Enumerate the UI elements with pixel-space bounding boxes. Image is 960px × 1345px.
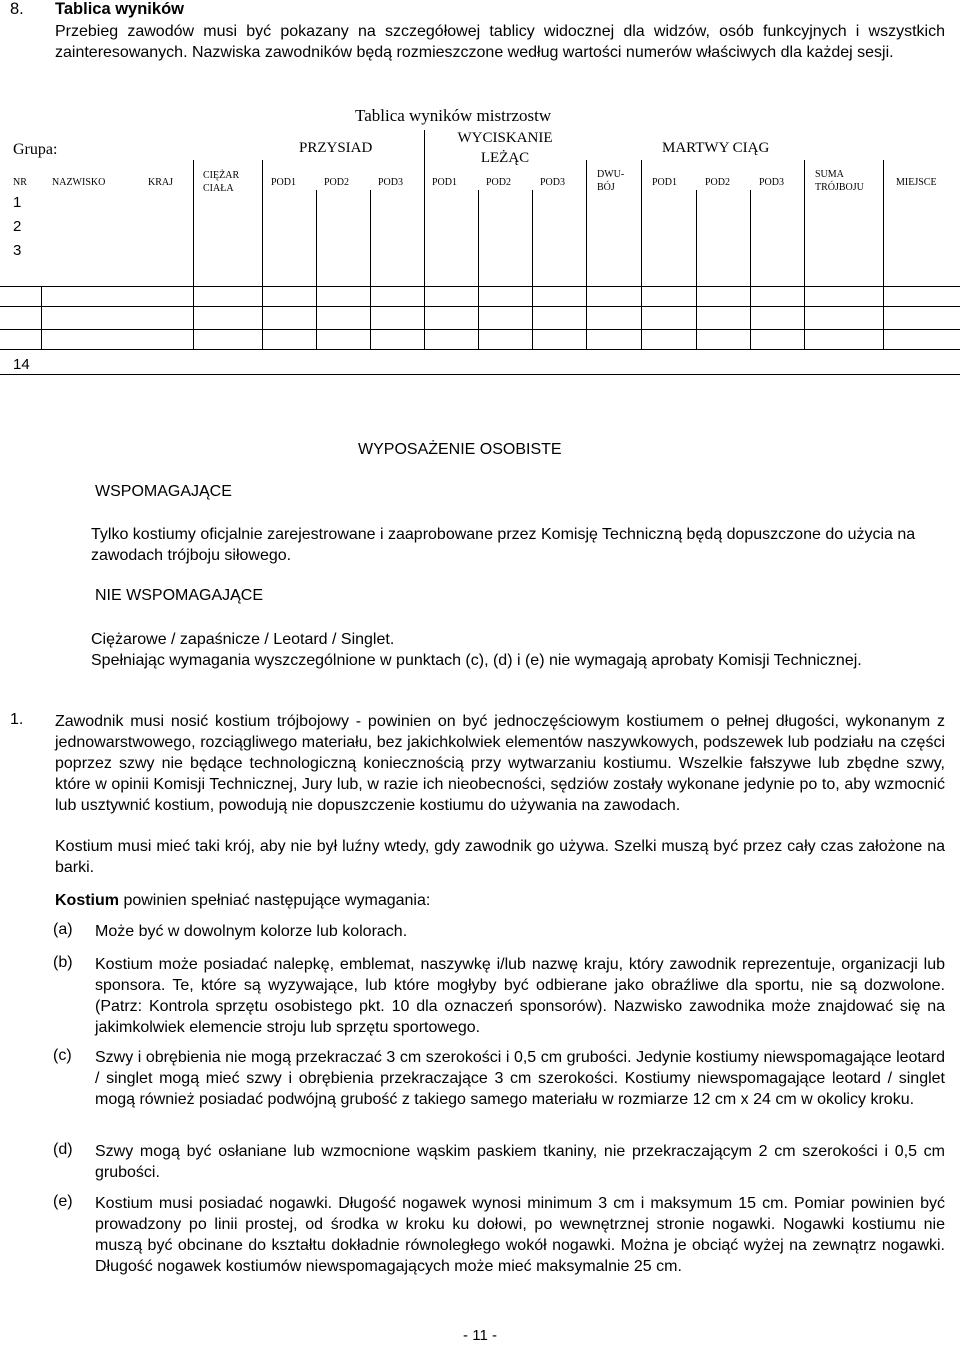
header-ciala: CIAŁA — [203, 183, 234, 194]
section-intro: Przebieg zawodów musi być pokazany na szczegółowej tablicy widocznej dla widzów, osób funkcyjnych i wszystkich zainteresowanych. Nazwiska zawodników będą rozmieszczone według wartości numerów właściwych dla każdej sesji. — [55, 23, 945, 61]
header-kraj: KRAJ — [148, 177, 174, 188]
supportive-text: Tylko kostiumy oficjalnie zarejestrowane i zaaprobowane przez Komisję Techniczną będą dopuszczone do użycia na zawodach trójboju siłowego. — [91, 526, 916, 564]
equipment-title: WYPOSAŻENIE OSOBISTE — [358, 441, 562, 458]
supportive-heading: WSPOMAGAJĄCE — [95, 483, 232, 500]
table-rule — [0, 349, 960, 350]
row-number: 14 — [13, 356, 30, 373]
header-przysiad: PRZYSIAD — [299, 140, 373, 156]
rule-text-2: Kostium musi mieć taki krój, aby nie był luźny wtedy, gdy zawodnik go używa. Szelki muszą być przez cały czas założone na barki. — [55, 838, 945, 876]
table-rule — [0, 374, 960, 375]
header-pod2: POD2 — [324, 177, 350, 188]
table-rule — [804, 160, 805, 350]
table-rule — [370, 190, 371, 350]
header-suma: SUMA — [815, 169, 844, 180]
table-rule — [0, 306, 960, 307]
table-rule — [696, 190, 697, 350]
table-rule — [193, 160, 194, 350]
table-rule — [478, 190, 479, 350]
item-label: (d) — [53, 1141, 73, 1158]
header-lezac: LEŻĄC — [480, 150, 530, 166]
item-label: (e) — [53, 1193, 73, 1210]
header-pod3: POD3 — [540, 177, 566, 188]
header-dwu: DWU- — [597, 169, 625, 180]
rule-number: 1. — [10, 711, 24, 728]
row-number: 1 — [13, 194, 22, 211]
header-pod1: POD1 — [432, 177, 458, 188]
header-pod1: POD1 — [652, 177, 678, 188]
header-boj: BÓJ — [597, 182, 615, 193]
table-rule — [41, 286, 42, 350]
item-text: Kostium musi posiadać nogawki. Długość nogawek wynosi minimum 3 cm i maksymum 15 cm. Pomiar powinien być prowadzony po linii prostej, od środka w kroku ku dołowi, po wewnętrznej stronie nogawki. Nogawki kostiumu nie muszą być obcinane do kształtu dokładnie równoległego wokół nogawki. Można je obciąć wyżej na zewnątrz nogawki. Długość nogawek kostiumów niewspomagających może mieć maksymalnie 25 cm. — [95, 1195, 945, 1275]
row-number: 3 — [13, 242, 22, 259]
table-rule — [262, 160, 263, 350]
header-pod3: POD3 — [378, 177, 404, 188]
item-label: (a) — [53, 921, 73, 938]
group-label: Grupa: — [13, 141, 58, 158]
table-rule — [883, 160, 884, 350]
rule-text: Zawodnik musi nosić kostium trójbojowy - powinien on być jednoczęściowym kostiumem o pełnej długości, wykonanym z jednowarstwowego, rozciągliwego materiału, bez jakichkolwiek elementów naszywkowych, podszewek lub podziału na części poprzez szwy nie będące technologiczną koniecznością przy wytwarzaniu kostiumu. Wszelkie fałszywe lub zbędne szwy, które w opinii Komisji Technicznej, Jury lub, w razie ich nieobecności, sędziów zostały wykonane jedynie po to, aby wzmocnić lub usztywnić kostium, powodują nie dopuszczenie kostiumu do używania na zawodach. — [55, 713, 945, 814]
header-pod3: POD3 — [759, 177, 785, 188]
table-title: Tablica wyników mistrzostw — [355, 106, 552, 125]
row-number: 2 — [13, 218, 22, 235]
table-rule — [532, 190, 533, 350]
table-rule — [641, 160, 642, 350]
header-nr: NR — [13, 177, 27, 188]
table-rule — [424, 130, 425, 350]
header-pod2: POD2 — [705, 177, 731, 188]
non-supportive-line1: Ciężarowe / zapaśnicze / Leotard / Singlet. — [91, 631, 395, 648]
non-supportive-heading: NIE WSPOMAGAJĄCE — [95, 587, 264, 604]
section-number: 8. — [10, 0, 24, 18]
item-text: Szwy mogą być osłaniane lub wzmocnione wąskim paskiem tkaniny, nie przekraczającym 2 cm szerokości i 0,5 cm grubości. — [95, 1143, 945, 1181]
section-title: Tablica wyników — [55, 0, 184, 18]
header-martwy-ciag: MARTWY CIĄG — [662, 140, 770, 156]
page-number: - 11 - — [463, 1327, 497, 1344]
header-nazwisko: NAZWISKO — [52, 177, 106, 188]
item-label: (c) — [53, 1047, 72, 1064]
header-ciezar: CIĘŻAR — [203, 170, 240, 181]
table-rule — [0, 329, 960, 330]
header-trojboju: TRÓJBOJU — [815, 182, 864, 193]
item-label: (b) — [53, 954, 73, 971]
header-miejsce: MIEJSCE — [896, 177, 937, 188]
requirements-rest: powinien spełniać następujące wymagania: — [119, 892, 431, 909]
header-pod2: POD2 — [486, 177, 512, 188]
item-text: Może być w dowolnym kolorze lub kolorach. — [95, 923, 408, 940]
header-pod1: POD1 — [271, 177, 297, 188]
requirements-bold: Kostium — [55, 892, 119, 909]
header-wyciskanie: WYCISKANIE — [457, 130, 553, 146]
table-rule — [316, 190, 317, 350]
item-text: Kostium może posiadać nalepkę, emblemat, naszywkę i/lub nazwę kraju, który zawodnik reprezentuje, organizacji lub sponsora. Te, które są wyzywające, lub które mogłyby być odbierane jako obraźliwe dla sportu, nie są dozwolone. (Patrz: Kontrola sprzętu osobistego pkt. 10 dla oznaczeń sponsorów). Nazwisko zawodnika może znajdować się na jakimkolwiek elemencie stroju lub sprzętu sportowego. — [95, 956, 945, 1036]
table-rule — [586, 160, 587, 350]
item-text: Szwy i obrębienia nie mogą przekraczać 3 cm szerokości i 0,5 cm grubości. Jedynie kostiumy niewspomagające leotard / singlet mogą mieć szwy i obrębienia przekraczające 3 cm szerokości. Kostiumy niewspomagające leotard / singlet mogą również posiadać podwójną grubość z takiego samego materiału w rozmiarze 12 cm x 24 cm w okolicy kroku. — [95, 1049, 945, 1108]
table-rule — [0, 286, 960, 287]
table-rule — [750, 190, 751, 350]
requirements-intro — [55, 890, 945, 911]
non-supportive-line2: Spełniając wymagania wyszczególnione w punktach (c), (d) i (e) nie wymagają aprobaty Komisji Technicznej. — [91, 652, 862, 669]
